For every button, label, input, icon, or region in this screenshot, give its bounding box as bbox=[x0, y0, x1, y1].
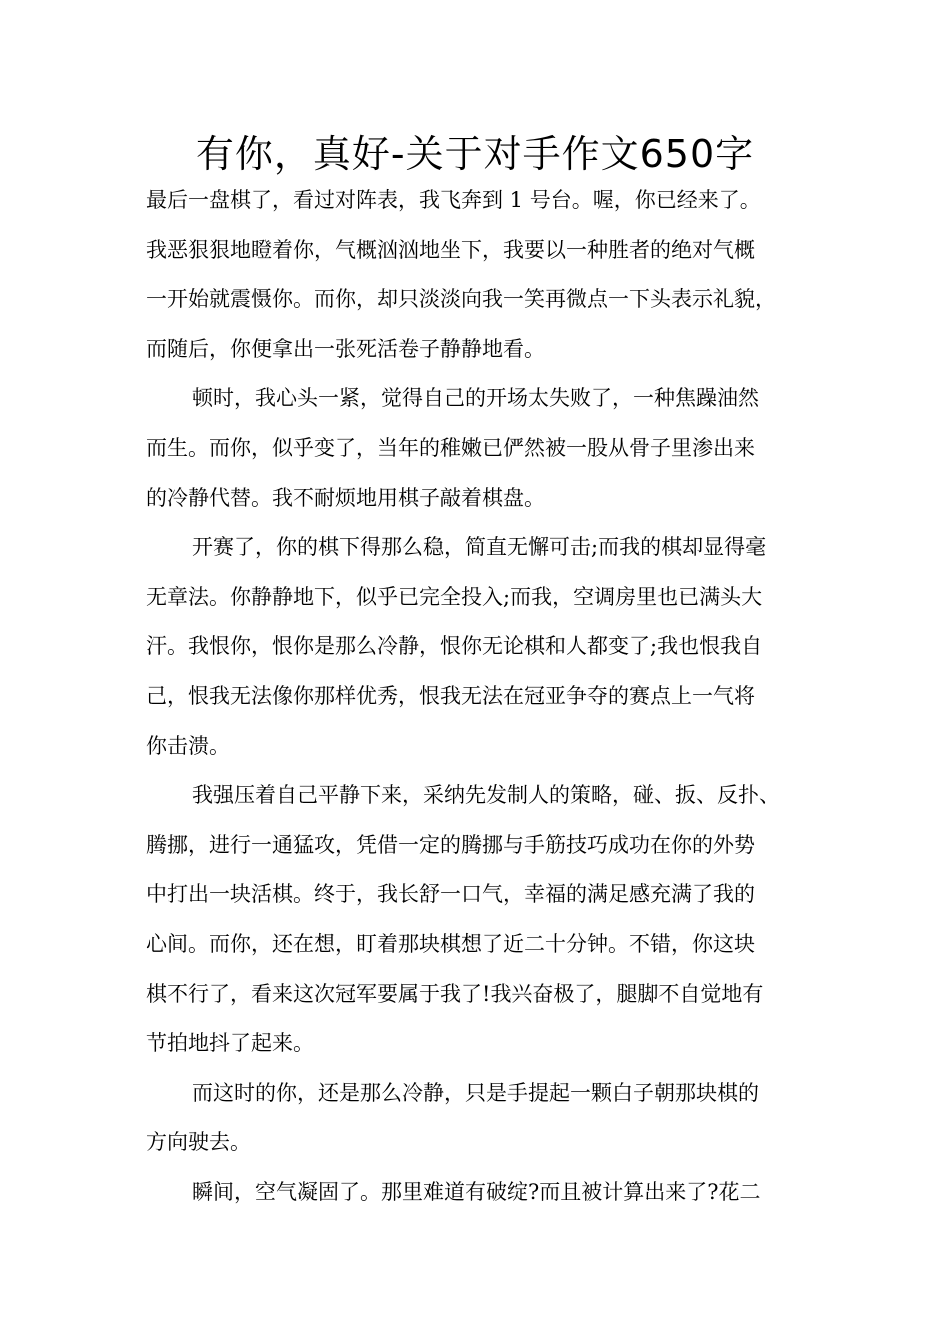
text-line: 你击溃。 bbox=[146, 733, 230, 758]
text-line: 顿时，我心头一紧，觉得自己的开场太失败了，一种焦躁油然 bbox=[192, 386, 759, 411]
text-line: 开赛了，你的棋下得那么稳，简直无懈可击;而我的棋却显得毫 bbox=[192, 535, 767, 560]
text-line: 瞬间，空气凝固了。那里难道有破绽?而且被计算出来了?花二 bbox=[192, 1179, 761, 1204]
paragraph bbox=[146, 1168, 818, 1218]
text-line: 无章法。你静静地下，似乎已完全投入;而我，空调房里也已满头大 bbox=[146, 584, 763, 609]
text-line: 一开始就震慑你。而你，却只淡淡向我一笑再微点一下头表示礼貌， bbox=[146, 287, 776, 312]
text-line: 汗。我恨你，恨你是那么冷静，恨你无论棋和人都变了;我也恨我自 bbox=[146, 634, 763, 659]
paragraph bbox=[146, 523, 818, 771]
text-line: 最后一盘棋了，看过对阵表，我飞奔到 1 号台。喔，你已经来了。 bbox=[146, 188, 761, 212]
text-line: 中打出一块活棋。终于，我长舒一口气，幸福的满足感充满了我的 bbox=[146, 882, 755, 907]
essay-body bbox=[146, 176, 818, 1217]
text-line: 节拍地抖了起来。 bbox=[146, 1031, 314, 1056]
paragraph bbox=[146, 771, 818, 1069]
text-line: 我恶狠狠地瞪着你，气概汹汹地坐下，我要以一种胜者的绝对气概 bbox=[146, 237, 755, 262]
text-line: 己，恨我无法像你那样优秀，恨我无法在冠亚争夺的赛点上一气将 bbox=[146, 683, 755, 708]
text-line: 方向驶去。 bbox=[146, 1130, 251, 1155]
text-line: 的冷静代替。我不耐烦地用棋子敲着棋盘。 bbox=[146, 485, 545, 510]
text-line: 腾挪，进行一通猛攻，凭借一定的腾挪与手筋技巧成功在你的外势 bbox=[146, 832, 755, 857]
document-title: 有你，真好-关于对手作文650字 bbox=[195, 132, 755, 176]
paragraph bbox=[146, 374, 818, 523]
text-line: 而随后，你便拿出一张死活卷子静静地看。 bbox=[146, 336, 545, 361]
text-line: 我强压着自己平静下来，采纳先发制人的策略，碰、扳、反扑、 bbox=[192, 783, 780, 808]
paragraph bbox=[146, 176, 818, 374]
text-line: 棋不行了，看来这次冠军要属于我了!我兴奋极了，腿脚不自觉地有 bbox=[146, 981, 764, 1006]
paragraph bbox=[146, 1069, 818, 1168]
text-line: 心间。而你，还在想，盯着那块棋想了近二十分钟。不错，你这块 bbox=[146, 931, 755, 956]
text-line: 而这时的你，还是那么冷静，只是手提起一颗白子朝那块棋的 bbox=[192, 1080, 759, 1105]
text-line: 而生。而你，似乎变了，当年的稚嫩已俨然被一股从骨子里渗出来 bbox=[146, 435, 755, 460]
